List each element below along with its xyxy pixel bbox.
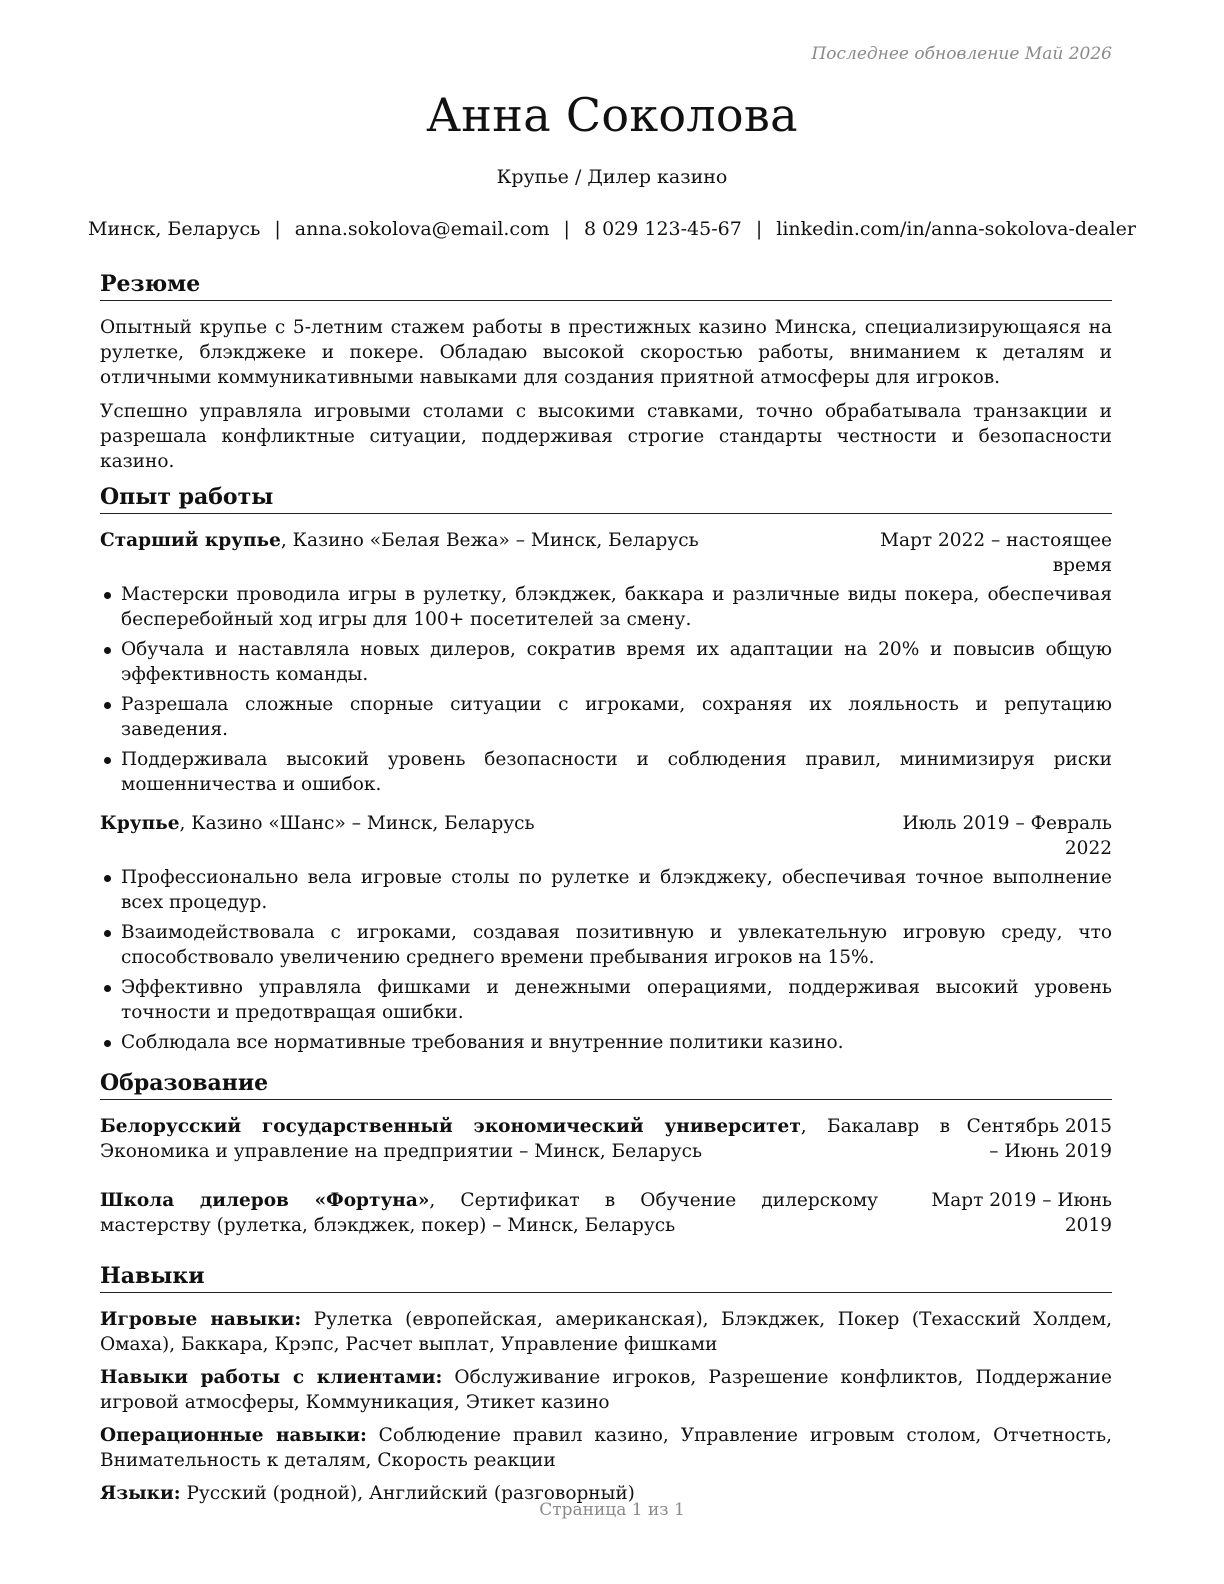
last-updated: Последнее обновление Май 2026 xyxy=(811,44,1112,64)
summary-paragraph: Опытный крупье с 5-летним стажем работы в престижных казино Минска, специализирующаяся на рулетке, блэкджеке и покере. Обладаю высокой скоростью работы, вниманием к деталям и отличными коммуникативными навыками для создания приятной атмосферы для игроков. xyxy=(100,317,1112,388)
skill-line xyxy=(100,1423,1112,1473)
list-item: Поддерживала высокий уровень безопасности и соблюдения правил, минимизируя риски мошенничества и ошибок. xyxy=(100,747,1112,797)
job-header xyxy=(100,811,1112,861)
contact-phone: 8 029 123-45-67 xyxy=(583,218,742,240)
job-dates: Июль 2019 – Февраль 2022 xyxy=(902,813,1112,859)
summary-section xyxy=(100,270,1112,474)
job-title-line xyxy=(100,528,876,578)
section-title-skills: Навыки xyxy=(100,1262,1112,1293)
contact-email[interactable]: anna.sokolova@email.com xyxy=(294,218,550,240)
skill-value: Соблюдение правил казино, Управление игровым столом, Отчетность, Внимательность к деталям, Скорость реакции xyxy=(100,1425,1112,1471)
list-item: Эффективно управляла фишками и денежными операциями, поддерживая высокий уровень точности и предотвращая ошибки. xyxy=(100,975,1112,1025)
list-item: Соблюдала все нормативные требования и внутренние политики казино. xyxy=(100,1030,1112,1055)
list-item: Взаимодействовала с игроками, создавая позитивную и увлекательную игровую среду, что способствовало увеличению среднего времени пребывания игроков на 15%. xyxy=(100,920,1112,970)
education-text xyxy=(100,1188,890,1238)
list-item: Мастерски проводила игры в рулетку, блэкджек, баккара и различные виды покера, обеспечивая бесперебойный ход игры для 100+ посетителей за смену. xyxy=(100,582,1112,632)
education-dates: Сентябрь 2015 – Июнь 2019 xyxy=(966,1116,1112,1162)
skill-value: Рулетка (европейская, американская), Блэкджек, Покер (Техасский Холдем, Омаха), Баккара, Крэпс, Расчет выплат, Управление фишками xyxy=(100,1309,1112,1355)
job-dates: Март 2022 – настоящее время xyxy=(880,530,1112,576)
job-place: , Казино «Шанс» – Минск, Беларусь xyxy=(179,813,535,834)
contact-separator: | xyxy=(274,218,281,240)
education-detail: , Сертификат в Обучение дилерскому мастерству (рулетка, блэкджек, покер) – Минск, Беларусь xyxy=(100,1190,878,1236)
section-title-education: Образование xyxy=(100,1069,1112,1100)
list-item: Разрешала сложные спорные ситуации с игроками, сохраняя их лояльность и репутацию заведения. xyxy=(100,692,1112,742)
skill-line xyxy=(100,1365,1112,1415)
job-place: , Казино «Белая Вежа» – Минск, Беларусь xyxy=(280,530,699,551)
skill-label: Операционные навыки: xyxy=(100,1425,367,1446)
page-number: Страница 1 из 1 xyxy=(539,1500,685,1520)
skills-section xyxy=(100,1262,1112,1506)
education-detail: , Бакалавр в Экономика и управление на предприятии – Минск, Беларусь xyxy=(100,1116,950,1162)
summary-paragraph: Успешно управляла игровыми столами с высокими ставками, точно обрабатывала транзакции и разрешала конфликтные ситуации, поддерживая строгие стандарты честности и безопасности казино. xyxy=(100,401,1112,472)
job-position: Крупье xyxy=(100,813,180,834)
education-item xyxy=(100,1188,1112,1238)
education-text xyxy=(100,1114,962,1164)
job-bullets xyxy=(100,582,1112,797)
job-position: Старший крупье xyxy=(100,530,281,551)
education-school: Белорусский государственный экономический университет xyxy=(100,1116,801,1137)
contact-separator: | xyxy=(755,218,763,240)
skill-line xyxy=(100,1307,1112,1357)
skill-label: Языки: xyxy=(100,1483,181,1504)
section-title-experience: Опыт работы xyxy=(100,483,1112,514)
job-bullets xyxy=(100,865,1112,1055)
resume-content xyxy=(100,270,1112,1514)
education-section xyxy=(100,1069,1112,1238)
experience-section xyxy=(100,483,1112,1055)
skill-value: Обслуживание игроков, Разрешение конфликтов, Поддержание игровой атмосферы, Коммуникация, Этикет казино xyxy=(100,1367,1112,1413)
contact-line xyxy=(0,218,1224,240)
candidate-role: Крупье / Дилер казино xyxy=(496,166,728,188)
job-title-line xyxy=(100,811,876,861)
education-school: Школа дилеров «Фортуна» xyxy=(100,1190,430,1211)
education-item xyxy=(100,1114,1112,1164)
list-item: Обучала и наставляла новых дилеров, сократив время их адаптации на 20% и повысив общую эффективность команды. xyxy=(100,637,1112,687)
education-dates: Март 2019 – Июнь 2019 xyxy=(931,1190,1112,1236)
candidate-name: Анна Соколова xyxy=(426,88,798,142)
skill-label: Игровые навыки: xyxy=(100,1309,302,1330)
list-item: Профессионально вела игровые столы по рулетке и блэкджеку, обеспечивая точное выполнение всех процедур. xyxy=(100,865,1112,915)
job-header xyxy=(100,528,1112,578)
skill-label: Навыки работы с клиентами: xyxy=(100,1367,443,1388)
contact-location: Минск, Беларусь xyxy=(88,218,261,240)
skill-value: Русский (родной), Английский (разговорный) xyxy=(180,1483,635,1504)
section-title-summary: Резюме xyxy=(100,270,1112,301)
contact-linkedin[interactable]: linkedin.com/in/anna-sokolova-dealer xyxy=(776,218,1136,240)
contact-separator: | xyxy=(563,218,570,240)
